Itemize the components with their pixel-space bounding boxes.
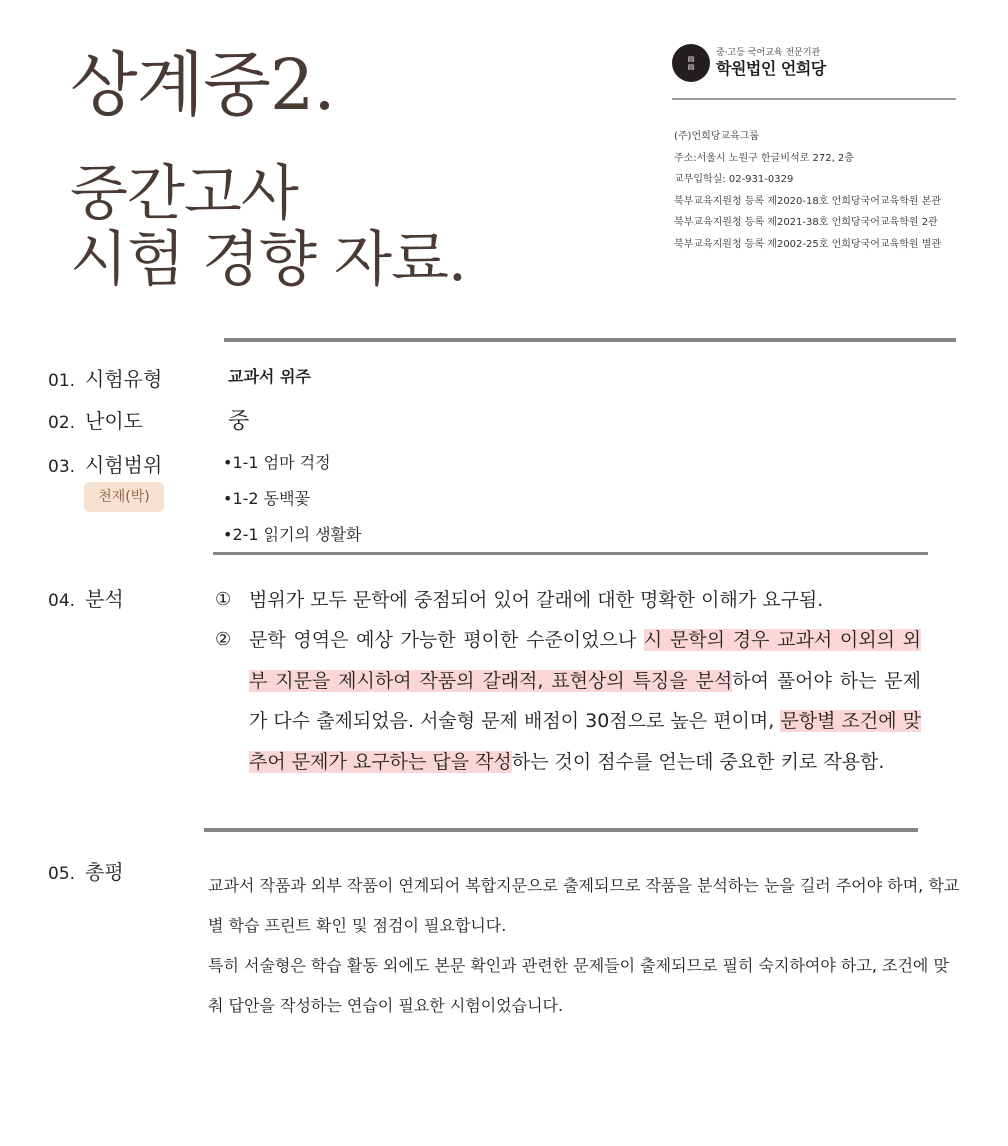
highlighted-text: 문항별 조건에 맞추어 문제가 요구하는 답을 작성: [249, 710, 922, 773]
section-number: 02.: [48, 413, 76, 433]
summary-paragraph: 교과서 작품과 외부 작품이 연계되어 복합지문으로 출제되므로 작품을 분석하는 눈을 길러 주어야 하며, 학교별 학습 프린트 확인 및 점검이 필요합니다.: [208, 876, 960, 935]
seal-icon: ▤ ▤: [672, 44, 710, 82]
range-item: •1-2 동백꽃: [223, 489, 311, 508]
analysis-label: 04. 분석: [48, 587, 124, 611]
section-divider-bottom: [204, 828, 918, 832]
title-block: [70, 40, 466, 295]
exam-range-label: 03. 시험범위: [48, 453, 163, 477]
section-number: 04.: [48, 591, 76, 611]
section-number: 05.: [48, 864, 76, 884]
analysis-text: 범위가 모두 문학에 중점되어 있어 갈래에 대한 명확한 이해가 요구됨.: [249, 589, 824, 611]
info-line: 북부교육지원청 등록 제2002-25호 언희당국어교육학원 별관: [674, 238, 942, 250]
analysis-point-2: [215, 620, 921, 782]
circle-two-marker: ②: [215, 629, 232, 650]
range-item: •1-1 엄마 걱정: [223, 453, 331, 472]
logo-divider: [672, 98, 956, 100]
summary-paragraph: 특히 서술형은 학습 활동 외에도 본문 확인과 관련한 문제들이 출제되므로 필히 숙지하여야 하고, 조건에 맞춰 답안을 작성하는 연습이 필요한 시험이었습니다.: [208, 956, 949, 1015]
section-divider-middle: [213, 552, 928, 555]
page-subtitle-line2: 시험 경향 자료.: [70, 225, 466, 295]
analysis-text: 문학 영역은 예상 가능한 평이한 수준이었으나: [249, 629, 644, 651]
analysis-content: [215, 580, 921, 782]
highlighted-text: 시 문학의 경우 교과서 이외의 외부 지문을 제시하여 작품의 갈래적, 표현상의 특징을 분석: [249, 629, 921, 692]
info-line: 교무입학실: 02-931-0329: [674, 174, 794, 185]
info-line: 주소:서울시 노원구 한글비석로 272, 2층: [674, 152, 854, 164]
section-divider-top: [224, 338, 956, 342]
page-title: 상계중2.: [70, 44, 335, 126]
info-line: 북부교육지원청 등록 제2021-38호 언희당국어교육학원 2관: [674, 217, 938, 228]
company-info: [674, 126, 941, 255]
info-line: 북부교육지원청 등록 제2020-18호 언희당국어교육학원 본관: [674, 195, 942, 207]
exam-type-label: 01. 시험유형: [48, 367, 163, 391]
analysis-text: 하여 풀어야 하는 문제가 다수 출제되었음. 서술형 문제 배점이 30점으로 높은 편이며,: [249, 669, 921, 732]
logo-name: 학원법인 언희당: [716, 59, 826, 78]
exam-type-value: 교과서 위주: [228, 367, 311, 386]
circle-one-marker: ①: [215, 589, 232, 610]
logo-subtitle: 중·고등 국어교육 전문기관: [716, 48, 821, 58]
info-line: (주)언희당교육그룹: [674, 131, 760, 142]
textbook-badge: 천재(박): [84, 482, 164, 512]
analysis-point-1: [215, 580, 921, 620]
range-item: •2-1 읽기의 생활화: [223, 525, 362, 544]
difficulty-label: 02. 난이도: [48, 409, 144, 433]
section-number: 01.: [48, 371, 76, 391]
difficulty-value: 중: [228, 409, 250, 434]
section-number: 03.: [48, 457, 76, 477]
academy-logo: [672, 44, 826, 82]
page-subtitle-line1: 중간고사: [70, 159, 298, 229]
summary-content: [208, 866, 960, 1026]
summary-label: 05. 총평: [48, 860, 124, 884]
analysis-text: 하는 것이 점수를 얻는데 중요한 키로 작용함.: [511, 750, 885, 773]
logo-text: [716, 47, 826, 79]
